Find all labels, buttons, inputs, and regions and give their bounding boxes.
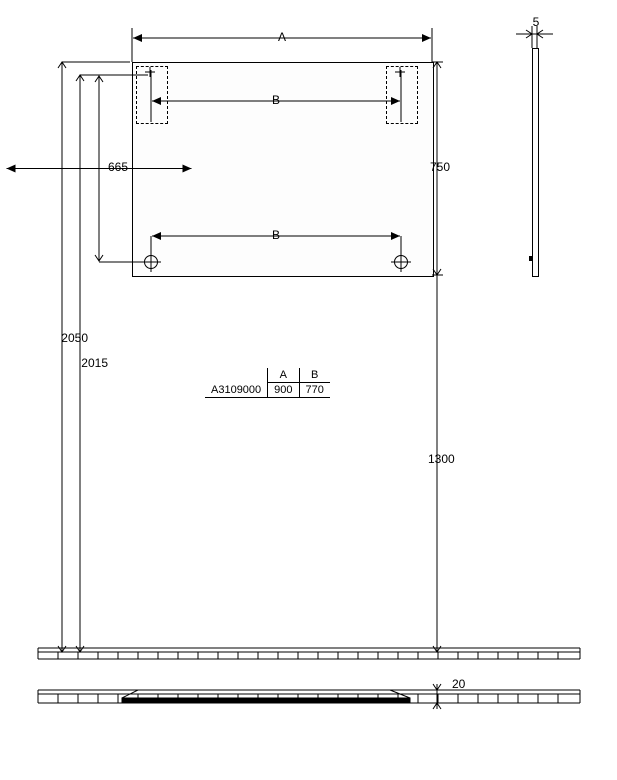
dimension-table (205, 368, 330, 398)
dimension-label-750: 750 (430, 160, 451, 174)
table-cell-article: A3109000 (205, 383, 268, 398)
dimension-label-20-floor: 20 (452, 677, 466, 691)
dimension-label-2050: 2050 (61, 331, 88, 345)
dimension-label-5-thickness: 5 (532, 15, 540, 29)
table-cell-A: 900 (268, 383, 299, 398)
table-row (205, 383, 330, 398)
dimension-label-1300: 1300 (428, 452, 455, 466)
table-header-row (205, 368, 330, 383)
dimension-label-2015: 2015 (81, 356, 108, 370)
dimension-label-B-bottom: B (271, 228, 281, 242)
dimension-label-B-top: B (271, 93, 281, 107)
table-cell-B: 770 (299, 383, 330, 398)
table-header-cell-0 (205, 368, 268, 383)
dimension-label-665: 665 (107, 160, 128, 174)
table-header-cell-B: B (299, 368, 330, 383)
table-header-cell-A: A (268, 368, 299, 383)
dimension-label-A-width: A (277, 30, 287, 44)
